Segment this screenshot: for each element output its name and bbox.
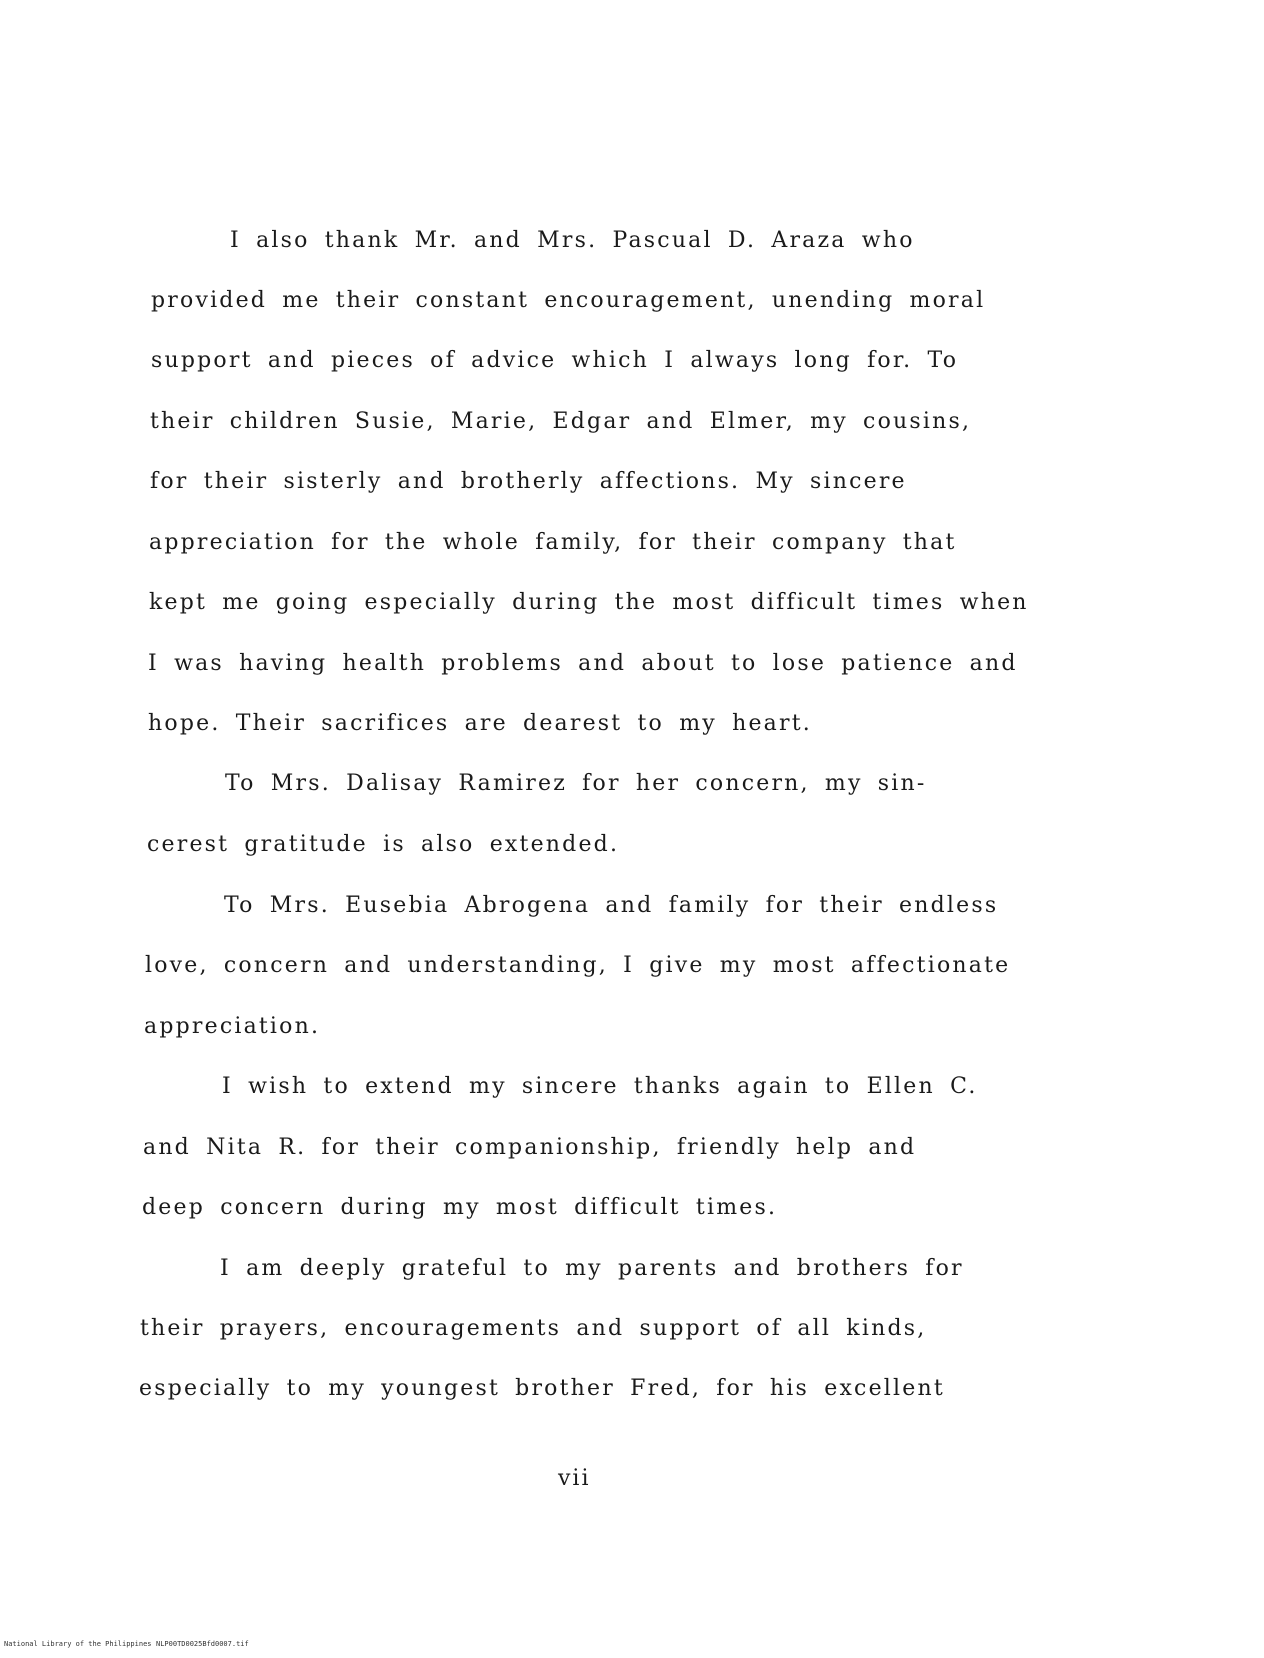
text-line: and Nita R. for their companionship, friendly help and [143,1135,917,1160]
text-line: for their sisterly and brotherly affections. My sincere [150,469,907,494]
text-line: To Mrs. Dalisay Ramirez for her concern, my sin- [225,771,927,796]
text-line: hope. Their sacrifices are dearest to my heart. [148,711,812,736]
text-line: appreciation. [144,1014,321,1039]
text-line: deep concern during my most difficult times. [142,1195,778,1220]
footer-library: National Library of the Philippines [4,1640,152,1648]
text-line: kept me going especially during the most difficult times when [149,590,1029,615]
text-line: their prayers, encouragements and support of all kinds, [140,1316,927,1341]
page-number: vii [558,1466,591,1491]
text-line: cerest gratitude is also extended. [147,832,620,857]
text-line: especially to my youngest brother Fred, for his excellent [139,1376,945,1401]
text-line: love, concern and understanding, I give my most affectionate [145,953,1011,978]
text-line: support and pieces of advice which I always long for. To [151,348,959,373]
text-line: I am deeply grateful to my parents and brothers for [220,1256,964,1281]
text-line: I also thank Mr. and Mrs. Pascual D. Araza who [230,228,915,253]
text-line: I wish to extend my sincere thanks again to Ellen C. [222,1074,978,1099]
footer-identifier: NLP00TD0025Bfd0007.tif [156,1640,249,1648]
text-line: provided me their constant encouragement, unending moral [151,288,986,313]
text-line: appreciation for the whole family, for their company that [149,530,957,555]
text-line: I was having health problems and about to lose patience and [148,651,1018,676]
text-line: To Mrs. Eusebia Abrogena and family for their endless [224,893,999,918]
text-line: their children Susie, Marie, Edgar and Elmer, my cousins, [150,409,972,434]
